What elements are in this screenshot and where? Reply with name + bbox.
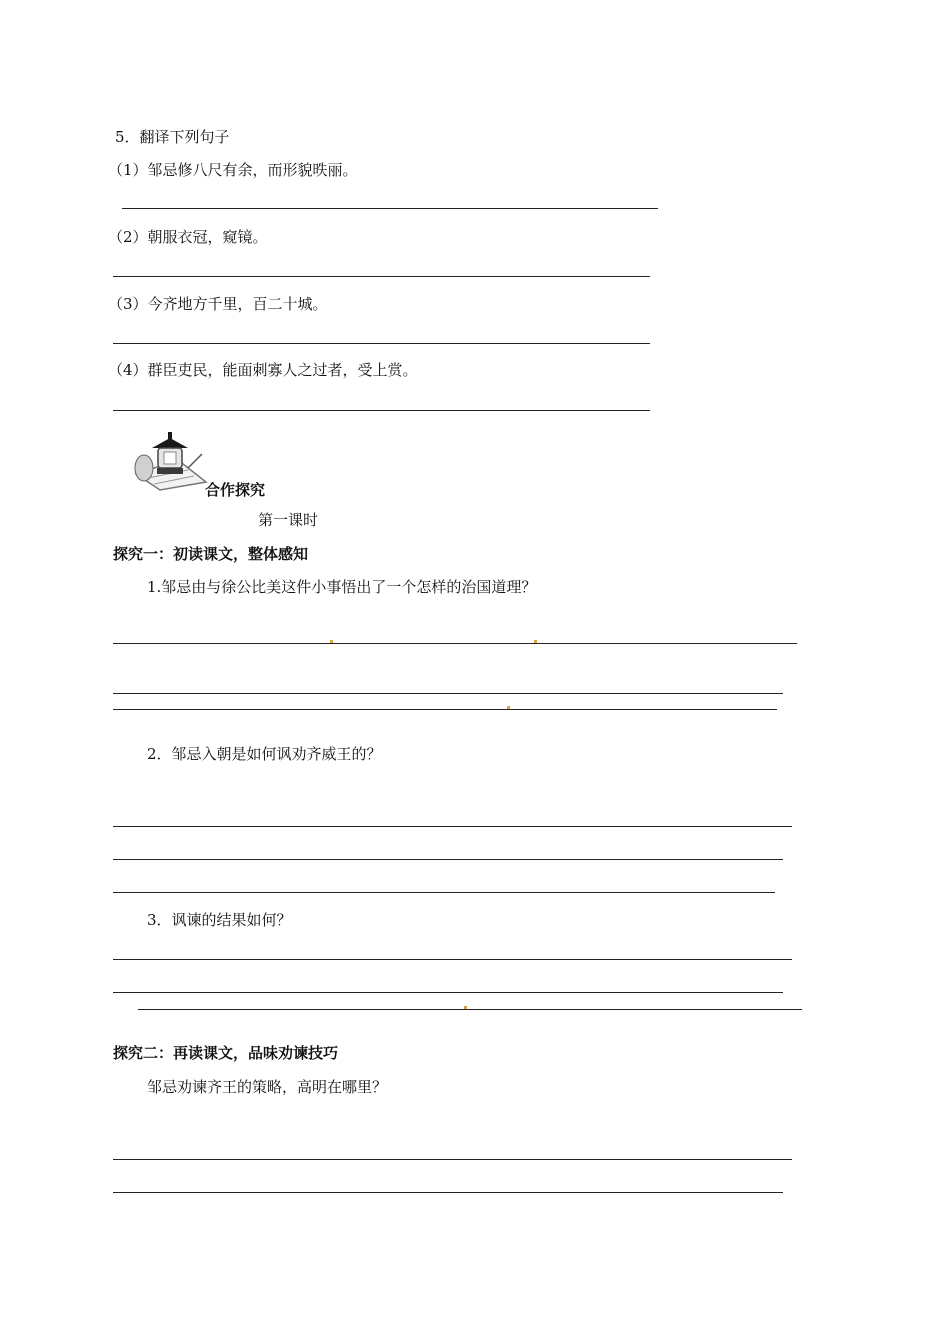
q5-item-3: （3）今齐地方千里，百二十城。: [108, 295, 328, 313]
marker-dot: [330, 640, 333, 643]
section-subtitle: 第一课时: [258, 511, 319, 529]
marker-dot: [507, 706, 510, 709]
answer-line: [113, 826, 792, 827]
answer-line: [113, 859, 783, 860]
answer-line: [113, 643, 797, 644]
section-title: 合作探究: [205, 481, 266, 499]
explore-1-question-2: 2．邹忌入朝是如何讽劝齐威王的？: [147, 745, 382, 763]
answer-line: [113, 1159, 792, 1160]
explore-1-heading: 探究一：初读课文，整体感知: [113, 545, 309, 563]
answer-line: [113, 1192, 783, 1193]
answer-line: [113, 693, 783, 694]
q5-item-2: （2）朝服衣冠，窥镜。: [108, 228, 268, 246]
answer-line: [122, 208, 658, 209]
q5-item-4: （4）群臣吏民，能面刺寡人之过者，受上赏。: [108, 361, 418, 379]
explore-1-question-3: 3．讽谏的结果如何？: [147, 911, 292, 929]
lamp-reading-icon: [130, 430, 208, 492]
answer-line: [113, 343, 650, 344]
marker-dot: [534, 640, 537, 643]
answer-line: [113, 992, 783, 993]
explore-2-heading: 探究二：再读课文，品味劝谏技巧: [113, 1044, 339, 1062]
explore-1-question-1: 1.邹忌由与徐公比美这件小事悟出了一个怎样的治国道理？: [147, 578, 537, 596]
answer-line: [113, 276, 650, 277]
marker-dot: [464, 1006, 467, 1009]
answer-line: [113, 410, 650, 411]
answer-line: [113, 959, 792, 960]
q5-item-1: （1）邹忌修八尺有余，而形貌昳丽。: [108, 161, 358, 179]
answer-line: [113, 892, 775, 893]
answer-line: [138, 1009, 802, 1010]
q5-title: 5．翻译下列句子: [115, 128, 230, 146]
answer-line: [113, 709, 777, 710]
explore-2-question: 邹忌劝谏齐王的策略，高明在哪里？: [147, 1078, 388, 1096]
